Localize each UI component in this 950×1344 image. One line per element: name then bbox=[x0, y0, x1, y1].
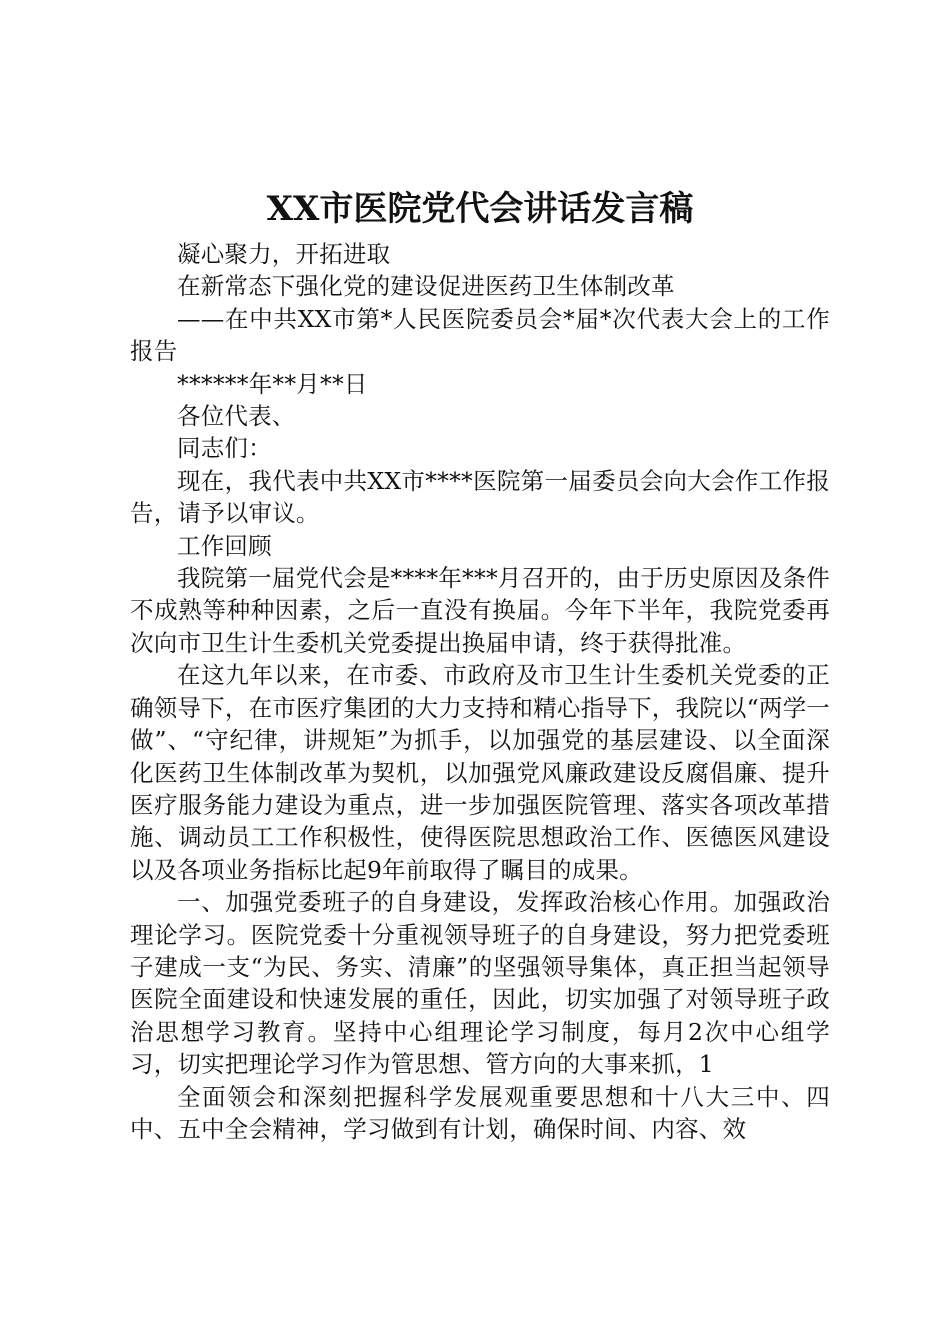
document-page bbox=[130, 182, 830, 1145]
document-title: XX市医院党代会讲话发言稿 bbox=[266, 189, 694, 229]
salutation-delegates: 各位代表、 bbox=[177, 402, 296, 431]
body-paragraph: 在这九年以来，在市委、市政府及市卫生计生委机关党委的正确领导下，在市医疗集团的大力支持和精心指导下，我院以“两学一做”、“守纪律，讲规矩”为抓手，以加强党的基层建设、以全面深化医药卫生体制改革为契机，以加强党风廉政建设反腐倡廉、提升医疗服务能力建设为重点，进一步加强医院管理、落实各项改革措施、调动员工工作积极性，使得医院思想政治工作、医德医风建设以及各项业务指标比起9年前取得了瞩目的成果。 bbox=[130, 661, 830, 884]
body-paragraph: 我院第一届党代会是****年***月召开的，由于历史原因及条件不成熟等种种因素，之后一直没有换届。今年下半年，我院党委再次向市卫生计生委机关党委提出换届申请，终于获得批准。 bbox=[130, 564, 830, 657]
subtitle-occasion: ——在中共XX市第*人民医院委员会*届*次代表大会上的工作报告 bbox=[130, 304, 830, 366]
subtitle-slogan: 凝心聚力，开拓进取 bbox=[177, 240, 391, 268]
body-paragraph: 一、加强党委班子的自身建设，发挥政治核心作用。加强政治理论学习。医院党委十分重视领导班子的自身建设，努力把党委班子建成一支“为民、务实、清廉”的坚强领导集体，真正担当起领导医院全面建设和快速发展的重任，因此，切实加强了对领导班子政治思想学习教育。坚持中心组理论学习制度，每月2次中心组学习，切实把理论学习作为管思想、管方向的大事来抓，1 bbox=[130, 888, 830, 1079]
salutation-comrades: 同志们： bbox=[177, 434, 272, 463]
report-date: ******年**月**日 bbox=[177, 369, 368, 398]
section-heading-review: 工作回顾 bbox=[177, 531, 272, 560]
opening-paragraph: 现在，我代表中共XX市****医院第一届委员会向大会作工作报告，请予以审议。 bbox=[130, 466, 830, 528]
subtitle-theme: 在新常态下强化党的建设促进医药卫生体制改革 bbox=[177, 272, 675, 301]
body-paragraph: 全面领会和深刻把握科学发展观重要思想和十八大三中、四中、五中全会精神，学习做到有计划，确保时间、内容、效 bbox=[130, 1082, 830, 1143]
